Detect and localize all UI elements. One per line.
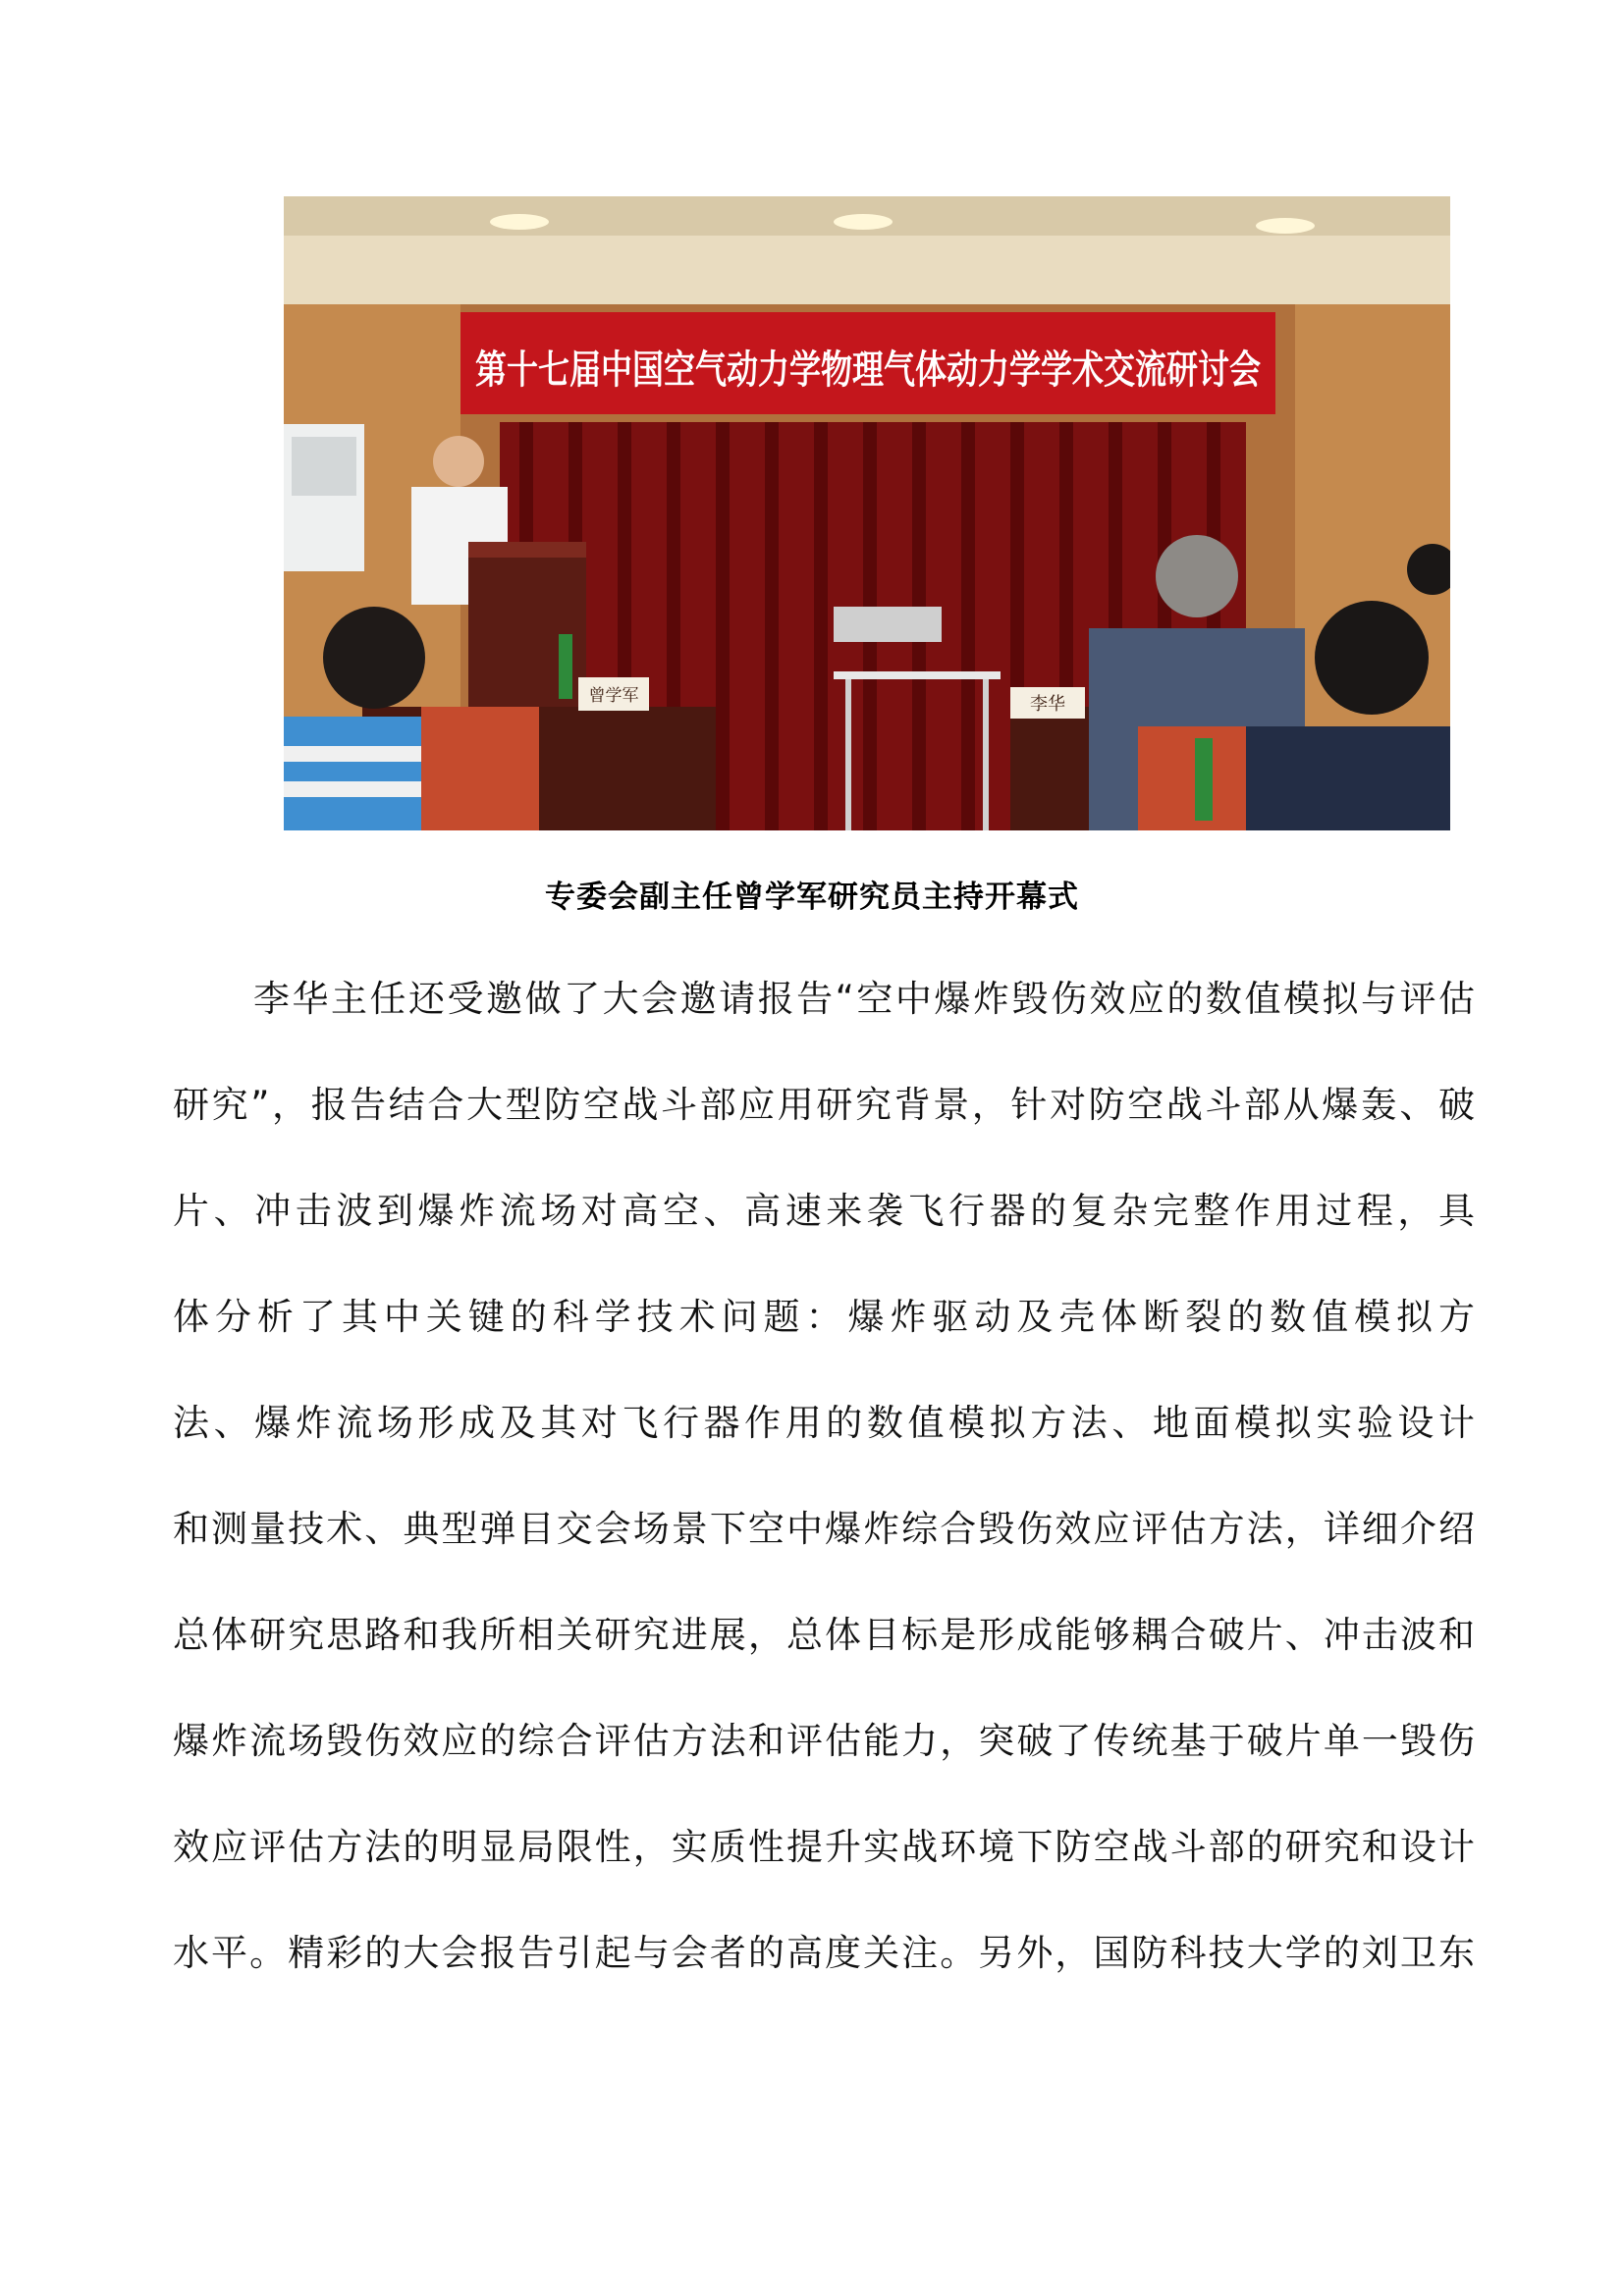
- paragraph-line: 爆炸流场毁伤效应的综合评估方法和评估能力，突破了传统基于破片单一毁伤: [173, 1720, 1475, 1762]
- paragraph-line: 研究”，报告结合大型防空战斗部应用研究背景，针对防空战斗部从爆轰、破: [173, 1084, 1475, 1126]
- article-paragraph: [173, 946, 1475, 2006]
- photo-caption: 专委会副主任曾学军研究员主持开幕式: [545, 880, 1079, 915]
- paragraph-line: 法、爆炸流场形成及其对飞行器作用的数值模拟方法、地面模拟实验设计: [173, 1402, 1475, 1444]
- banner-text: 第十七届中国空气动力学物理气体动力学学术交流研讨会: [475, 347, 1261, 393]
- paragraph-line: 体分析了其中关键的科学技术问题：爆炸驱动及壳体断裂的数值模拟方: [173, 1296, 1475, 1338]
- paragraph-line: 李华主任还受邀做了大会邀请报告“空中爆炸毁伤效应的数值模拟与评估: [253, 978, 1475, 1020]
- paragraph-line: 水平。精彩的大会报告引起与会者的高度关注。另外，国防科技大学的刘卫东: [173, 1932, 1475, 1974]
- paragraph-line: 和测量技术、典型弹目交会场景下空中爆炸综合毁伤效应评估方法，详细介绍: [173, 1508, 1475, 1550]
- conference-photo: [284, 196, 1450, 830]
- paragraph-line: 片、冲击波到爆炸流场对高空、高速来袭飞行器的复杂完整作用过程，具: [173, 1190, 1475, 1232]
- nameplate-zeng: 曾学军: [588, 686, 639, 706]
- paragraph-line: 效应评估方法的明显局限性，实质性提升实战环境下防空战斗部的研究和设计: [173, 1826, 1475, 1868]
- paragraph-line: 总体研究思路和我所相关研究进展，总体目标是形成能够耦合破片、冲击波和: [173, 1614, 1475, 1656]
- nameplate-li: 李华: [1030, 694, 1065, 715]
